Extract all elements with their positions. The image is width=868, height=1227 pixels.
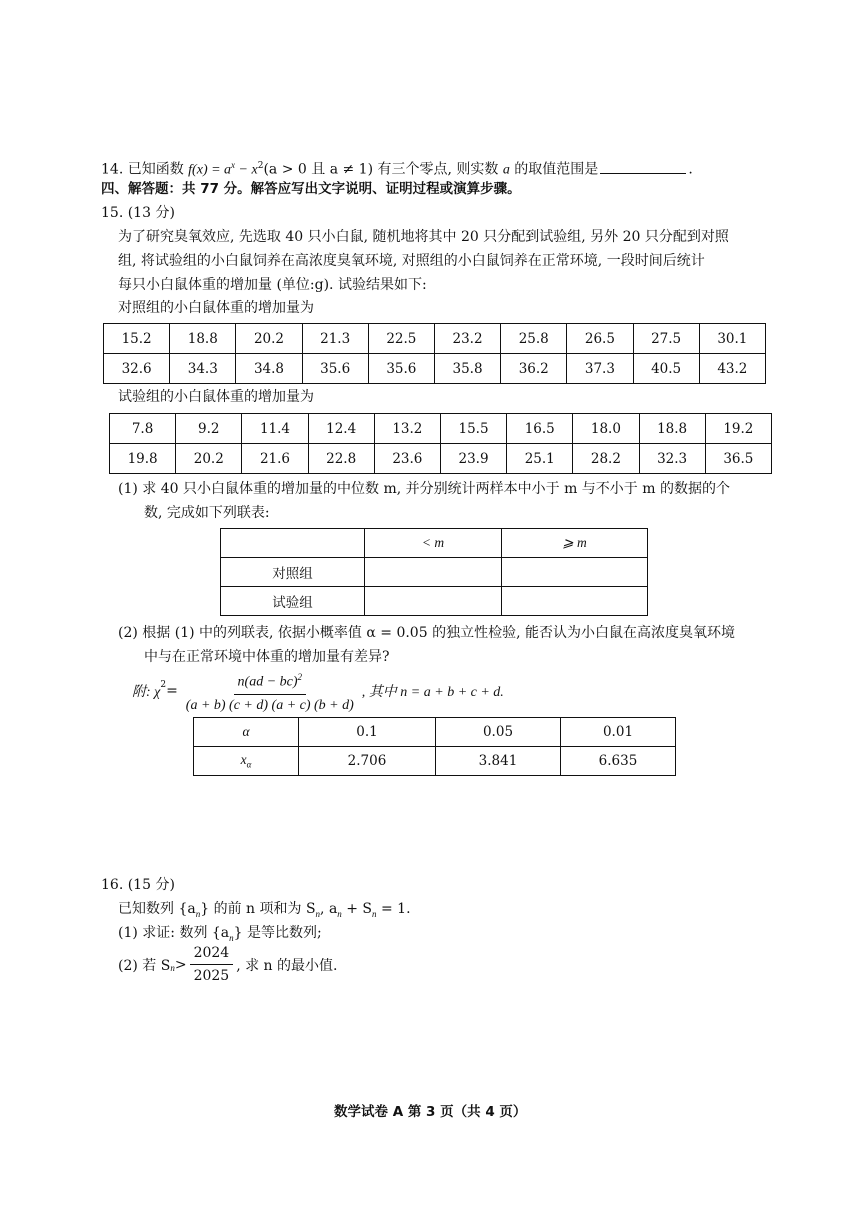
table-row: $x_\alpha$ 2.706 3.841 6.635 — [194, 747, 676, 776]
table-row: 试验组 — [221, 587, 648, 616]
input-cell[interactable] — [502, 558, 648, 587]
q15-paragraph-2: 组, 将试验组的小白鼠饲养在高浓度臭氧环境, 对照组的小白鼠饲养在正常环境, 一段时间后统计 — [118, 253, 705, 269]
test-group-label: 试验组的小白鼠体重的增加量为 — [118, 389, 314, 405]
table-row: 15.2 18.8 20.2 21.3 22.5 23.2 25.8 26.5 27.5 30.1 — [104, 324, 766, 354]
page-footer: 数学试卷 A 第 3 页（共 4 页） — [334, 1104, 527, 1120]
section-heading: 四、解答题：共 77 分。解答应写出文字说明、证明过程或演算步骤。 — [101, 181, 521, 197]
q15-subquestion-1a: (1) 求 40 只小白鼠体重的增加量的中位数 m, 并分别统计两样本中小于 m 与不小于 m 的数据的个 — [118, 481, 730, 497]
table-row: < m ⩾ m — [221, 529, 648, 558]
input-cell[interactable] — [502, 587, 648, 616]
table-row: 19.8 20.2 21.6 22.8 23.6 23.9 25.1 28.2 32.3 36.5 — [110, 444, 772, 474]
chi-square-formula: 附: χ $^2$ = $\frac{n(ad - bc)^2}{(a + b) (c + d) (a + c) (b + d)}$ , 其中 n = a + b + c + d. — [132, 668, 504, 715]
question-16-heading: 16. (15 分) — [101, 877, 175, 893]
q16-statement: 已知数列 $\{a_n\}$ 的前 n 项和为 $S_n$, $a_n + S_n = 1$. — [118, 901, 411, 919]
table-row: 32.6 34.3 34.8 35.6 35.6 35.8 36.2 37.3 40.5 43.2 — [104, 354, 766, 384]
answer-blank[interactable] — [600, 159, 686, 174]
q15-subquestion-2b: 中与在正常环境中体重的增加量有差异? — [144, 649, 390, 665]
q15-paragraph-1: 为了研究臭氧效应, 先选取 40 只小白鼠, 随机地将其中 20 只分配到试验组, 另外 20 只分配到对照 — [118, 229, 729, 245]
q15-subquestion-2a: (2) 根据 (1) 中的列联表, 依据小概率值 α = 0.05 的独立性检验, 能否认为小白鼠在高浓度臭氧环境 — [118, 625, 735, 641]
control-group-table — [103, 323, 766, 384]
input-cell[interactable] — [365, 587, 502, 616]
table-row: 对照组 — [221, 558, 648, 587]
contingency-table — [220, 528, 648, 616]
question-15-heading: 15. (13 分) — [101, 205, 175, 221]
input-cell[interactable] — [365, 558, 502, 587]
q15-subquestion-1b: 数, 完成如下列联表: — [144, 505, 270, 521]
q15-paragraph-3: 每只小白鼠体重的增加量 (单位:g). 试验结果如下: — [118, 277, 427, 293]
control-group-label: 对照组的小白鼠体重的增加量为 — [118, 300, 314, 316]
table-row: 7.8 9.2 11.4 12.4 13.2 15.5 16.5 18.0 18.8 19.2 — [110, 414, 772, 444]
question-14: 14. 已知函数 $f(x) = a^x - x^2(a > 0$ 且 a ≠ 1) 有三个零点, 则实数 a 的取值范围是 . — [101, 160, 693, 178]
table-row: α 0.1 0.05 0.01 — [194, 718, 676, 747]
test-group-table — [109, 413, 772, 474]
fraction: $\frac{2024}{2025}$ — [190, 944, 234, 985]
formula-fraction: $\frac{n(ad - bc)^2}{(a + b) (c + d) (a + c) (b + d)}$ — [181, 668, 359, 715]
q16-subquestion-1: (1) 求证: 数列 $\{a_n\}$ 是等比数列; — [118, 925, 322, 943]
critical-value-table — [193, 717, 676, 776]
q16-subquestion-2: (2) 若 S $_n$ > $\frac{2024}{2025}$ , 求 n 的最小值. — [118, 945, 338, 984]
